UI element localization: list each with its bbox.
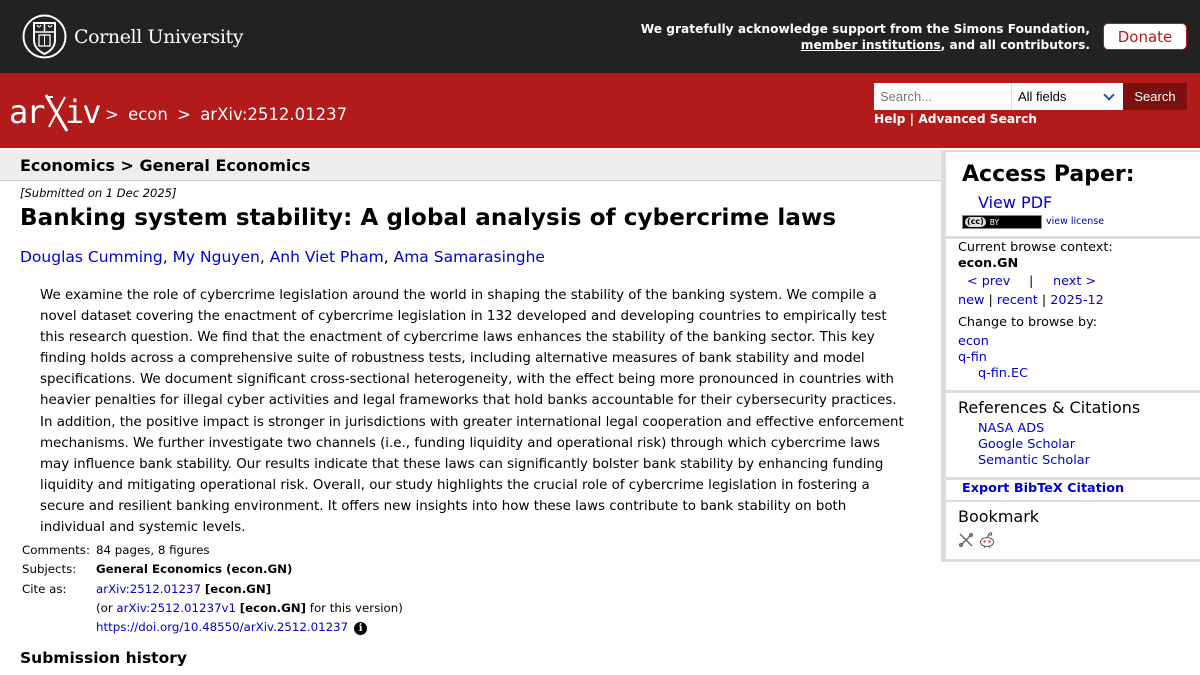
separator: | [1029, 274, 1034, 289]
subjects-row [22, 560, 403, 580]
comments-label: Comments: [22, 542, 90, 557]
browse-qfin-ec-link[interactable]: q-fin.EC [978, 366, 1029, 381]
chevron-down-icon [1103, 89, 1114, 100]
svg-text:ar: ar [9, 93, 44, 131]
cite-row [22, 579, 403, 599]
cite-category: [econ.GN] [204, 581, 272, 596]
semantic-scholar-link[interactable]: Semantic Scholar [978, 453, 1090, 468]
support-line-1: We gratefully acknowledge support from the Simons Foundation, [640, 22, 1090, 36]
cc-icon: (cc) [967, 217, 984, 226]
version-category: [econ.GN] [239, 601, 307, 616]
export-box [946, 480, 1200, 500]
member-institutions-link[interactable]: member institutions [800, 37, 941, 52]
advanced-search-link[interactable]: Advanced Search [918, 112, 1037, 126]
references-title: References & Citations [958, 398, 1141, 417]
by-label: BY [989, 217, 1000, 227]
subjects-value: General Economics (econ.GN) [96, 562, 293, 577]
breadcrumb-separator: > [105, 105, 119, 124]
version-id-link[interactable]: arXiv:2512.01237v1 [116, 601, 236, 616]
references-box [946, 393, 1200, 477]
bookmark-icons [958, 532, 996, 550]
search-field-select[interactable] [1011, 83, 1123, 110]
version-suffix: for this version) [306, 601, 403, 616]
google-scholar-link[interactable]: Google Scholar [978, 437, 1075, 452]
bookmark-title: Bookmark [958, 507, 1040, 526]
arxiv-header [0, 73, 1200, 148]
browse-econ-link[interactable]: econ [958, 334, 989, 349]
donate-button[interactable]: Donate [1103, 23, 1187, 50]
doi-row [22, 618, 403, 638]
version-row [22, 599, 403, 619]
subjects-label: Subjects: [22, 562, 77, 577]
support-line-2 [641, 38, 1090, 54]
view-pdf-link[interactable]: View PDF [978, 193, 1053, 212]
author-list: Douglas Cumming, My Nguyen, Anh Viet Pham, Ama Samarasinghe [20, 248, 545, 266]
cornell-seal-icon [22, 14, 67, 59]
reddit-icon[interactable] [978, 532, 996, 550]
next-link[interactable]: next > [1053, 274, 1097, 289]
separator: | [909, 112, 915, 126]
comments-value: 84 pages, 8 figures [96, 542, 210, 557]
doi-value [96, 620, 367, 635]
view-license-link[interactable]: view license [1046, 216, 1105, 227]
abstract: We examine the role of cybercrime legislation around the world in shaping the stability of the banking system. We compile a novel dataset covering the enactment of cybercrime legislation in 132 developed and developing countries to empirically test this research question. We find that the enactment of cybercrime laws enhances the stability of the banking sector. This key finding holds across a comprehensive suite of robustness tests, including alternative measures of bank stability and model specifications. We document significant cross-sectional heterogeneity, with the effect being more pronounced in countries with heavier penalties for illegal cyber activities and legal frameworks that hold banks accountable for their cybersecurity practices. In addition, the positive impact is stronger in jurisdictions with greater international legal cooperation and effective enforcement mechanisms. We further investigate two channels (i.e., funding liquidity and operational risk) through which cybercrime laws may influence bank stability. Our results indicate that these laws can significantly bolster bank stability by enhancing funding liquidity and mitigating operational risk. Overall, our study highlights the crucial role of cybercrime legislation in fostering a secure and resilient banking environment. It offers new insights into how these laws contribute to bank stability on both individual and systemic levels. [40, 288, 904, 536]
bookmark-box [946, 502, 1200, 559]
metadata-table [22, 540, 403, 638]
listing-links [958, 293, 1104, 308]
submission-history-heading: Submission history [20, 649, 187, 667]
separator: | [988, 293, 993, 308]
category-header [0, 150, 941, 181]
author-link[interactable]: Anh Viet Pham [269, 248, 384, 266]
svg-text:iv: iv [65, 93, 100, 131]
browse-context-box [946, 239, 1200, 390]
cornell-logo[interactable] [22, 14, 243, 59]
browse-context-value: econ.GN [958, 256, 1019, 271]
info-icon[interactable]: i [354, 622, 367, 635]
help-link[interactable]: Help [874, 112, 906, 126]
search-form [874, 83, 1187, 110]
paper-title: Banking system stability: A global analysis of cybercrime laws [20, 205, 837, 231]
cc-by-license-badge[interactable] [962, 215, 1042, 229]
cite-id-link[interactable]: arXiv:2512.01237 [96, 581, 202, 596]
export-bibtex-link[interactable]: Export BibTeX Citation [962, 481, 1125, 496]
help-links [874, 112, 1037, 126]
author-link[interactable]: Ama Samarasinghe [393, 248, 545, 266]
change-browse-label: Change to browse by: [958, 315, 1098, 330]
browse-context-label: Current browse context: [958, 240, 1113, 255]
cornell-name: Cornell University [74, 25, 244, 48]
sidebar [941, 150, 1200, 562]
arxiv-logo[interactable] [9, 91, 101, 133]
breadcrumb-paper-id: arXiv:2512.01237 [200, 105, 348, 124]
comments-row [22, 540, 403, 560]
breadcrumb-separator: > [177, 105, 191, 124]
bibsonomy-icon[interactable] [958, 532, 974, 548]
access-paper-box [946, 152, 1200, 236]
separator: | [1041, 293, 1047, 308]
submission-date: [Submitted on 1 Dec 2025] [20, 186, 177, 200]
recent-link[interactable]: recent [996, 293, 1038, 308]
cite-label: Cite as: [22, 581, 67, 596]
search-input[interactable]: Search... [874, 83, 1011, 110]
month-link[interactable]: 2025-12 [1050, 293, 1104, 308]
browse-qfin-link[interactable]: q-fin [958, 350, 987, 365]
author-link[interactable]: My Nguyen [172, 248, 260, 266]
search-button[interactable]: Search [1123, 83, 1187, 110]
cite-value [96, 582, 271, 596]
search-field-value: All fields [1018, 89, 1067, 104]
nasa-ads-link[interactable]: NASA ADS [978, 421, 1045, 436]
version-value [96, 601, 403, 615]
doi-link[interactable]: https://doi.org/10.48550/arXiv.2512.01237 [96, 620, 349, 635]
support-line-2-rest: , and all contributors. [940, 37, 1090, 52]
cornell-header [0, 0, 1200, 73]
breadcrumb [105, 105, 351, 124]
prev-link[interactable]: < prev [967, 274, 1011, 289]
author-link[interactable]: Douglas Cumming [20, 248, 163, 266]
or-prefix: (or [96, 601, 117, 616]
category-breadcrumb: Economics > General Economics [20, 156, 311, 175]
breadcrumb-econ[interactable]: econ [128, 105, 168, 124]
support-acknowledgement [641, 22, 1090, 53]
new-link[interactable]: new [958, 293, 985, 308]
access-paper-title: Access Paper: [962, 162, 1135, 187]
